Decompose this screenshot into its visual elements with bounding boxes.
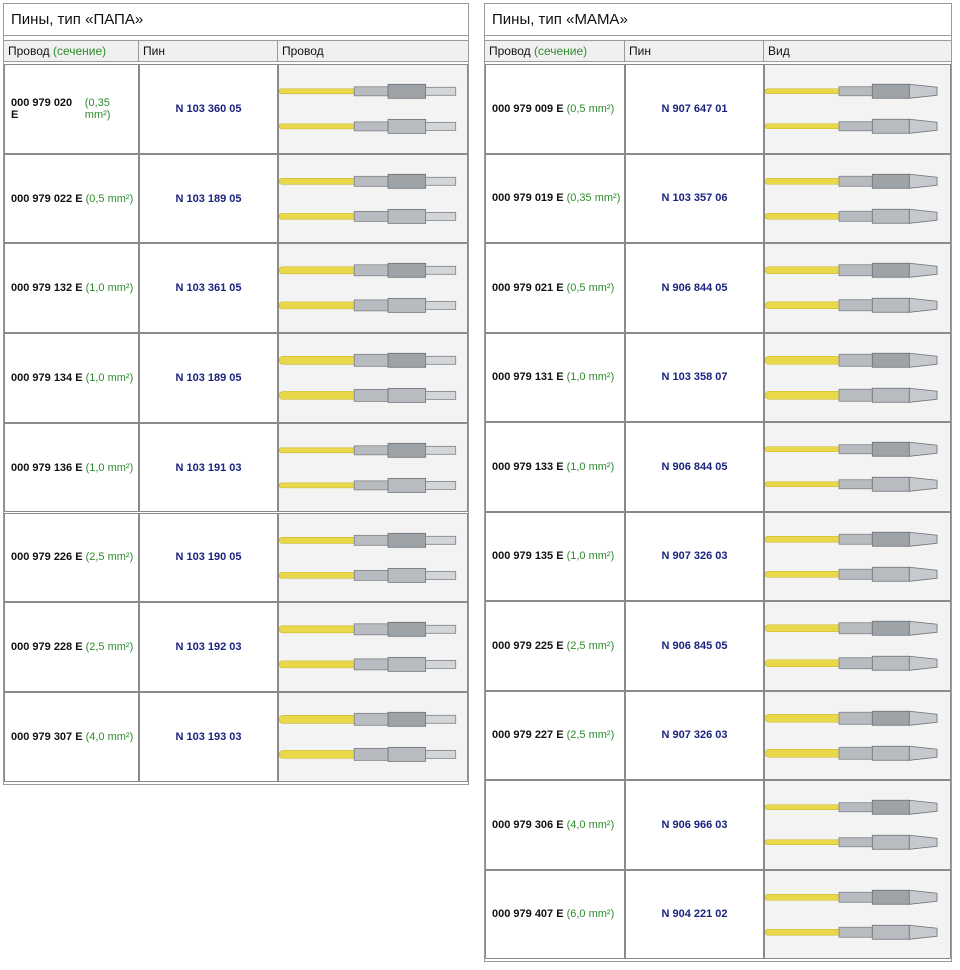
table-row xyxy=(485,870,951,960)
wire-part-number: 000 979 306 E xyxy=(492,818,564,831)
header-wire: Провод (сечение) xyxy=(4,41,139,61)
wire-part-cell xyxy=(485,691,625,781)
table-row xyxy=(4,154,468,244)
female-terminal-icon xyxy=(765,602,950,690)
table-row xyxy=(485,691,951,781)
female-terminal-icon xyxy=(765,65,950,153)
terminal-photo xyxy=(278,154,468,244)
table-row xyxy=(4,513,468,603)
pin-number: N 906 844 05 xyxy=(625,422,764,512)
male-flat-terminal-icon xyxy=(279,514,467,602)
wire-section: (2,5 mm²) xyxy=(566,639,615,652)
table-row xyxy=(4,64,468,154)
wire-part-number: 000 979 131 E xyxy=(492,371,564,384)
wire-section: (0,5 mm²) xyxy=(85,192,134,205)
wire-part-number: 000 979 135 E xyxy=(492,550,564,563)
male-pins-table xyxy=(3,3,469,785)
pin-number: N 103 193 03 xyxy=(139,692,278,782)
wire-part-number: 000 979 021 E xyxy=(492,281,564,294)
terminal-photo xyxy=(278,692,468,782)
wire-part-cell xyxy=(4,64,139,154)
wire-part-cell xyxy=(4,333,139,423)
wire-part-number: 000 979 225 E xyxy=(492,639,564,652)
wire-section: (2,5 mm²) xyxy=(566,729,615,742)
wire-part-cell xyxy=(4,423,139,513)
wire-section: (2,5 mm²) xyxy=(85,641,134,654)
pin-number: N 103 189 05 xyxy=(139,154,278,244)
wire-part-cell xyxy=(485,601,625,691)
pin-number: N 103 360 05 xyxy=(139,64,278,154)
pin-number: N 103 191 03 xyxy=(139,423,278,513)
wire-part-cell xyxy=(485,512,625,602)
header-view: Вид xyxy=(768,44,790,58)
terminal-photo xyxy=(278,243,468,333)
table-row xyxy=(485,422,951,512)
header-photo: Провод xyxy=(282,44,324,58)
terminal-photo xyxy=(278,602,468,692)
terminal-photo xyxy=(764,512,951,602)
wire-part-cell xyxy=(4,243,139,333)
table-row xyxy=(4,423,468,513)
female-terminal-icon xyxy=(765,244,950,332)
table-row xyxy=(4,692,468,782)
wire-part-cell xyxy=(485,333,625,423)
table-row xyxy=(4,243,468,333)
wire-section: (4,0 mm²) xyxy=(85,730,134,743)
wire-part-number: 000 979 019 E xyxy=(492,192,564,205)
female-terminal-icon xyxy=(765,513,950,601)
pin-number: N 103 190 05 xyxy=(139,513,278,603)
terminal-photo xyxy=(278,513,468,603)
terminal-photo xyxy=(764,333,951,423)
wire-part-cell xyxy=(485,64,625,154)
terminal-photo xyxy=(764,870,951,960)
wire-section: (2,5 mm²) xyxy=(85,551,134,564)
table-row xyxy=(485,243,951,333)
wire-part-number: 000 979 022 E xyxy=(11,192,83,205)
pin-number: N 103 358 07 xyxy=(625,333,764,423)
table-row xyxy=(485,601,951,691)
table-row xyxy=(485,333,951,423)
pin-number: N 103 192 03 xyxy=(139,602,278,692)
wire-part-number: 000 979 133 E xyxy=(492,460,564,473)
wire-part-number: 000 979 227 E xyxy=(492,729,564,742)
pin-number: N 103 189 05 xyxy=(139,333,278,423)
wire-part-number: 000 979 134 E xyxy=(11,371,83,384)
wire-section: (6,0 mm²) xyxy=(566,908,615,921)
terminal-photo xyxy=(764,422,951,512)
terminal-photo xyxy=(278,64,468,154)
terminal-photo xyxy=(764,780,951,870)
wire-part-cell xyxy=(485,870,625,960)
header-pin: Пин xyxy=(625,41,764,61)
wire-part-number: 000 979 136 E xyxy=(11,461,83,474)
male-flat-terminal-icon xyxy=(279,603,467,691)
pin-number: N 906 966 03 xyxy=(625,780,764,870)
terminal-photo xyxy=(764,154,951,244)
wire-part-cell xyxy=(485,422,625,512)
male-flat-terminal-icon xyxy=(279,244,467,332)
pin-number: N 906 844 05 xyxy=(625,243,764,333)
header-wire: Провод (сечение) xyxy=(485,41,625,61)
wire-section: (1,0 mm²) xyxy=(566,460,615,473)
terminal-photo xyxy=(764,601,951,691)
wire-part-number: 000 979 226 E xyxy=(11,551,83,564)
table-row xyxy=(485,780,951,870)
wire-section: (0,5 mm²) xyxy=(566,281,615,294)
male-flat-terminal-icon xyxy=(279,155,467,243)
table-header xyxy=(485,40,951,62)
table-row xyxy=(4,602,468,692)
pin-number: N 907 326 03 xyxy=(625,512,764,602)
male-flat-terminal-icon xyxy=(279,65,467,153)
table-row xyxy=(485,64,951,154)
wire-part-cell xyxy=(4,692,139,782)
terminal-photo xyxy=(764,64,951,154)
pin-number: N 907 647 01 xyxy=(625,64,764,154)
wire-section: (1,0 mm²) xyxy=(85,461,134,474)
table-row xyxy=(4,333,468,423)
wire-section: (1,0 mm²) xyxy=(566,550,615,563)
wire-part-number: 000 979 020 E xyxy=(11,96,73,121)
terminal-photo xyxy=(764,243,951,333)
female-terminal-icon xyxy=(765,781,950,869)
wire-part-number: 000 979 228 E xyxy=(11,641,83,654)
wire-part-cell xyxy=(4,154,139,244)
male-flat-terminal-icon xyxy=(279,424,467,512)
wire-section: (0,5 mm²) xyxy=(566,102,615,115)
female-terminal-icon xyxy=(765,871,950,959)
female-pins-table xyxy=(484,3,952,962)
wire-section: (0,35 mm²) xyxy=(84,96,111,121)
female-terminal-icon xyxy=(765,423,950,511)
wire-section: (0,35 mm²) xyxy=(566,192,621,205)
table-row xyxy=(485,154,951,244)
wire-section: (1,0 mm²) xyxy=(566,371,615,384)
pin-number: N 907 326 03 xyxy=(625,691,764,781)
wire-part-number: 000 979 009 E xyxy=(492,102,564,115)
wire-part-number: 000 979 307 E xyxy=(11,730,83,743)
male-flat-terminal-icon xyxy=(279,334,467,422)
male-flat-terminal-icon xyxy=(279,693,467,781)
wire-part-cell xyxy=(485,243,625,333)
pin-number: N 906 845 05 xyxy=(625,601,764,691)
wire-part-cell xyxy=(4,602,139,692)
table-title: Пины, тип «ПАПА» xyxy=(4,4,468,36)
table-row xyxy=(485,512,951,602)
wire-section: (1,0 mm²) xyxy=(85,371,134,384)
female-terminal-icon xyxy=(765,334,950,422)
pin-number: N 103 357 06 xyxy=(625,154,764,244)
female-terminal-icon xyxy=(765,692,950,780)
pin-number: N 103 361 05 xyxy=(139,243,278,333)
wire-part-number: 000 979 407 E xyxy=(492,908,564,921)
terminal-photo xyxy=(278,333,468,423)
female-terminal-icon xyxy=(765,155,950,243)
header-pin: Пин xyxy=(139,41,278,61)
pin-number: N 904 221 02 xyxy=(625,870,764,960)
wire-part-number: 000 979 132 E xyxy=(11,282,83,295)
terminal-photo xyxy=(278,423,468,513)
wire-section: (1,0 mm²) xyxy=(85,282,134,295)
table-header xyxy=(4,40,468,62)
table-title: Пины, тип «МАМА» xyxy=(485,4,951,36)
wire-part-cell xyxy=(485,780,625,870)
terminal-photo xyxy=(764,691,951,781)
wire-part-cell xyxy=(4,513,139,603)
wire-part-cell xyxy=(485,154,625,244)
wire-section: (4,0 mm²) xyxy=(566,818,615,831)
